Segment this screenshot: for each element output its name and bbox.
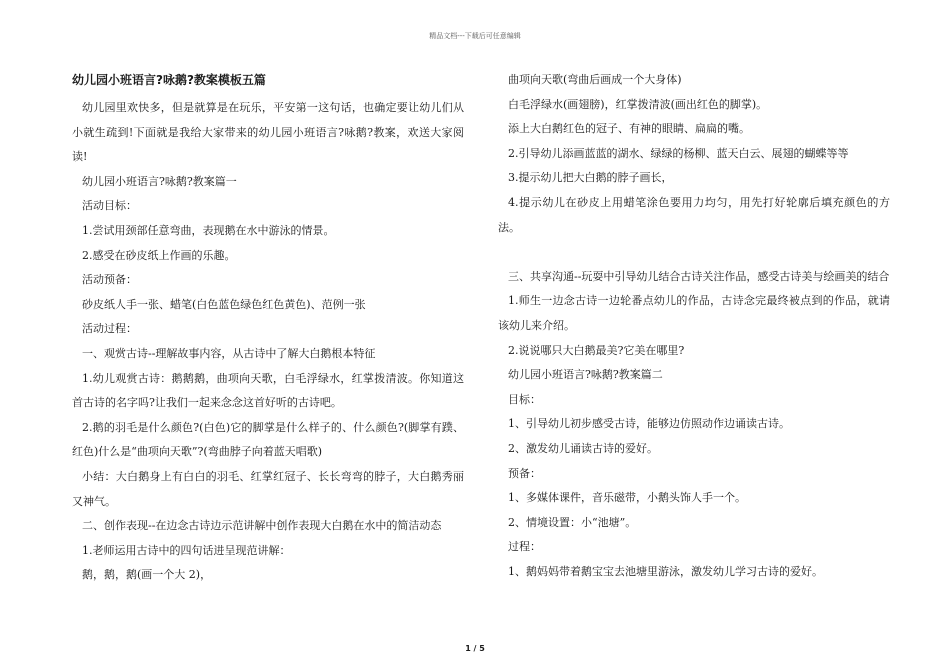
paragraph: 1、多媒体课件，音乐磁带，小鹅头饰人手一个。	[508, 491, 746, 505]
paragraph: 1.尝试用颈部任意弯曲，表现鹅在水中游泳的情景。	[82, 223, 335, 237]
paragraph: 2、情境设置：小“池塘”。	[508, 515, 637, 529]
paragraph: 砂皮纸人手一张、蜡笔(白色蓝色绿色红色黄色)、范例一张	[82, 297, 366, 311]
paragraph: 1.幼儿观赏古诗：鹅鹅鹅，曲项向天歌，白毛浮绿水，红掌拨清波。你知道这首古诗的名字吗?让我们一起来念念这首好听的古诗吧。	[72, 371, 464, 410]
paragraph: 白毛浮绿水(画翅膀)，红掌拨清波(画出红色的脚掌)。	[508, 97, 768, 111]
paragraph: 添上大白鹅红色的冠子、有神的眼睛、扁扁的嘴。	[508, 122, 750, 136]
document-title: 幼儿园小班语言?咏鹅?教案模板五篇	[72, 73, 266, 87]
paragraph: 2.引导幼儿添画蓝蓝的湖水、绿绿的杨柳、蓝天白云、展翅的蝴蝶等等	[508, 146, 849, 160]
paragraph: 2.感受在砂皮纸上作画的乐趣。	[82, 248, 236, 262]
paragraph: 1.师生一边念古诗一边轮番点幼儿的作品，古诗念完最终被点到的作品，就请该幼儿来介绍。	[498, 294, 890, 332]
paragraph: 幼儿园里欢快多，但是就算是在玩乐，平安第一这句话，也确定要让幼儿们从小就生疏到!下面就是我给大家带来的幼儿园小班语言?咏鹅?教案，欢送大家阅读!	[72, 101, 464, 164]
paragraph: 幼儿园小班语言?咏鹅?教案篇一	[82, 174, 237, 188]
paragraph: 曲项向天歌(弯曲后画成一个大身体)	[508, 73, 682, 86]
paragraph: 三、共享沟通--玩耍中引导幼儿结合古诗关注作品，感受古诗美与绘画美的结合	[508, 269, 890, 283]
paragraph: 1、引导幼儿初步感受古诗，能够边仿照动作边诵读古诗。	[508, 417, 790, 431]
paragraph: 过程：	[508, 540, 541, 554]
paragraph: 幼儿园小班语言?咏鹅?教案篇二	[508, 368, 663, 382]
page-number: 1 / 5	[465, 644, 485, 653]
paragraph: 小结：大白鹅身上有白白的羽毛、红掌红冠子、长长弯弯的脖子，大白鹅秀丽又神气。	[72, 469, 464, 508]
paragraph: 2.说说哪只大白鹅最美?它美在哪里?	[508, 343, 685, 357]
paragraph: 2、激发幼儿诵读古诗的爱好。	[508, 441, 658, 455]
paragraph: 1、鹅妈妈带着鹅宝宝去池塘里游泳，激发幼儿学习古诗的爱好。	[508, 564, 823, 578]
paragraph: 一、观赏古诗--理解故事内容，从古诗中了解大白鹅根本特征	[82, 346, 376, 360]
page-header: 精品文档---下载后可任意编辑	[429, 32, 521, 40]
paragraph: 目标：	[508, 392, 541, 406]
paragraph: 活动预备：	[82, 273, 137, 287]
paragraph: 1.老师运用古诗中的四句话进呈现范讲解：	[82, 543, 291, 557]
paragraph: 二、创作表现--在边念古诗边示范讲解中创作表现大白鹅在水中的简洁动态	[82, 519, 442, 533]
right-column	[498, 68, 890, 584]
paragraph: 鹅，鹅，鹅(画一个大 2)，	[82, 568, 212, 582]
paragraph: 预备：	[508, 466, 541, 480]
paragraph: 活动目标：	[82, 199, 137, 213]
paragraph: 3.提示幼儿把大白鹅的脖子画长，	[508, 171, 673, 185]
paragraph: 2.鹅的羽毛是什么颜色?(白色)它的脚掌是什么样子的、什么颜色?(脚掌有蹼、红色)什么是“曲项向天歌”?(弯曲脖子向着蓝天唱歌)	[72, 420, 464, 459]
left-column	[72, 70, 464, 588]
paragraph: 活动过程：	[82, 322, 137, 336]
spacer	[498, 240, 890, 265]
paragraph: 4.提示幼儿在砂皮上用蜡笔涂色要用力均匀，用先打好轮廓后填充颜色的方法。	[498, 195, 890, 234]
